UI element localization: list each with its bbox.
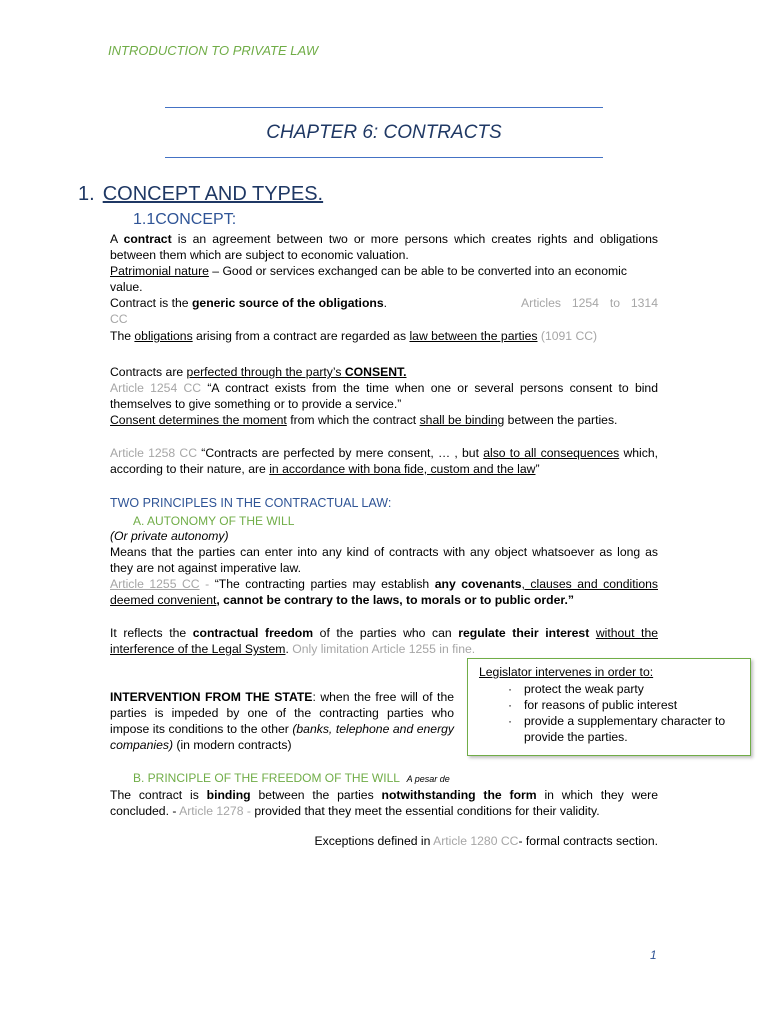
- paragraph-article-1254: Article 1254 CC “A contract exists from the time when one or several persons consent to bind themselves to give something or to provide a service.”: [110, 381, 658, 411]
- paragraph-private-autonomy: (Or private autonomy): [110, 529, 229, 543]
- chapter-title: CHAPTER 6: CONTRACTS: [266, 122, 502, 143]
- paragraph-consent: Contracts are perfected through the party’s CONSENT.: [110, 365, 407, 379]
- callout-title: Legislator intervenes in order to:: [479, 665, 654, 679]
- principles-heading: TWO PRINCIPLES IN THE CONTRACTUAL LAW:: [110, 496, 392, 510]
- paragraph-state-intervention: INTERVENTION FROM THE STATE: when the free will of the parties is impeded by one of the contracting parties who impose its conditions to the other (banks, telephone and energy companies) (in modern contracts): [110, 690, 454, 752]
- article-reference: Article 1254 CC: [110, 381, 202, 395]
- subsection-heading: 1.1CONCEPT:: [133, 211, 237, 228]
- article-reference: Articles 1254 to 1314: [521, 296, 658, 310]
- paragraph-binding-moment: Consent determines the moment from which the contract shall be binding between the parties.: [110, 413, 618, 427]
- title-rule-bottom: [165, 157, 603, 158]
- principle-b-heading: B. PRINCIPLE OF THE FREEDOM OF THE WILL A pesar de: [133, 771, 450, 785]
- title-rule-top: [165, 107, 603, 108]
- paragraph-contractual-freedom: It reflects the contractual freedom of the parties who can regulate their interest without the interference of the Legal System. Only limitation Article 1255 in fine.: [110, 626, 658, 656]
- article-reference: Article 1278: [179, 804, 244, 818]
- legislator-callout-box: [467, 658, 751, 756]
- paragraph-exceptions: Exceptions defined in Article 1280 CC- formal contracts section.: [314, 834, 658, 848]
- callout-list: [468, 681, 750, 745]
- paragraph-patrimonial: Patrimonial nature – Good or services exchanged can be able to be converted into an economic value.: [110, 264, 627, 294]
- list-item: · provide a supplementary character to provide the parties.: [508, 714, 726, 744]
- article-reference: Article 1280 CC: [433, 834, 519, 848]
- article-reference: Article 1258 CC: [110, 446, 198, 460]
- section-title: CONCEPT AND TYPES.: [102, 183, 324, 205]
- article-reference: Article 1255 CC: [110, 577, 200, 591]
- paragraph-autonomy-meaning: Means that the parties can enter into any kind of contracts with any object whatsoever as long as they are not against imperative law.: [110, 545, 658, 575]
- paragraph-article-1258: Article 1258 CC “Contracts are perfected by mere consent, … , but also to all consequences which, according to their nature, are in accordance with bona fide, custom and the law”: [110, 446, 659, 476]
- paragraph-contract-definition: A contract is an agreement between two or more persons which creates rights and obligations between them which are subject to economic valuation.: [110, 232, 659, 262]
- paragraph-obligations: The obligations arising from a contract are regarded as law between the parties (1091 CC): [110, 329, 598, 343]
- page-number: 1: [650, 948, 657, 962]
- paragraph-generic-source: Contract is the generic source of the obligations. Articles 1254 to 1314 CC: [110, 296, 658, 326]
- section-heading-1: [78, 183, 323, 206]
- list-item: · for reasons of public interest: [508, 698, 678, 712]
- paragraph-freedom-of-form: The contract is binding between the parties notwithstanding the form in which they were concluded. - Article 1278 - provided that they meet the essential conditions for their validity.: [110, 788, 658, 818]
- principle-a-heading: A. AUTONOMY OF THE WILL: [133, 514, 295, 528]
- margin-note: A pesar de: [406, 774, 450, 784]
- list-item: · protect the weak party: [508, 682, 644, 696]
- running-header: INTRODUCTION TO PRIVATE LAW: [108, 43, 319, 58]
- paragraph-article-1255: Article 1255 CC - “The contracting parties may establish any covenants, clauses and conditions deemed convenient, cannot be contrary to the laws, to morals or to public order.”: [110, 577, 659, 607]
- section-number: 1.: [78, 183, 95, 205]
